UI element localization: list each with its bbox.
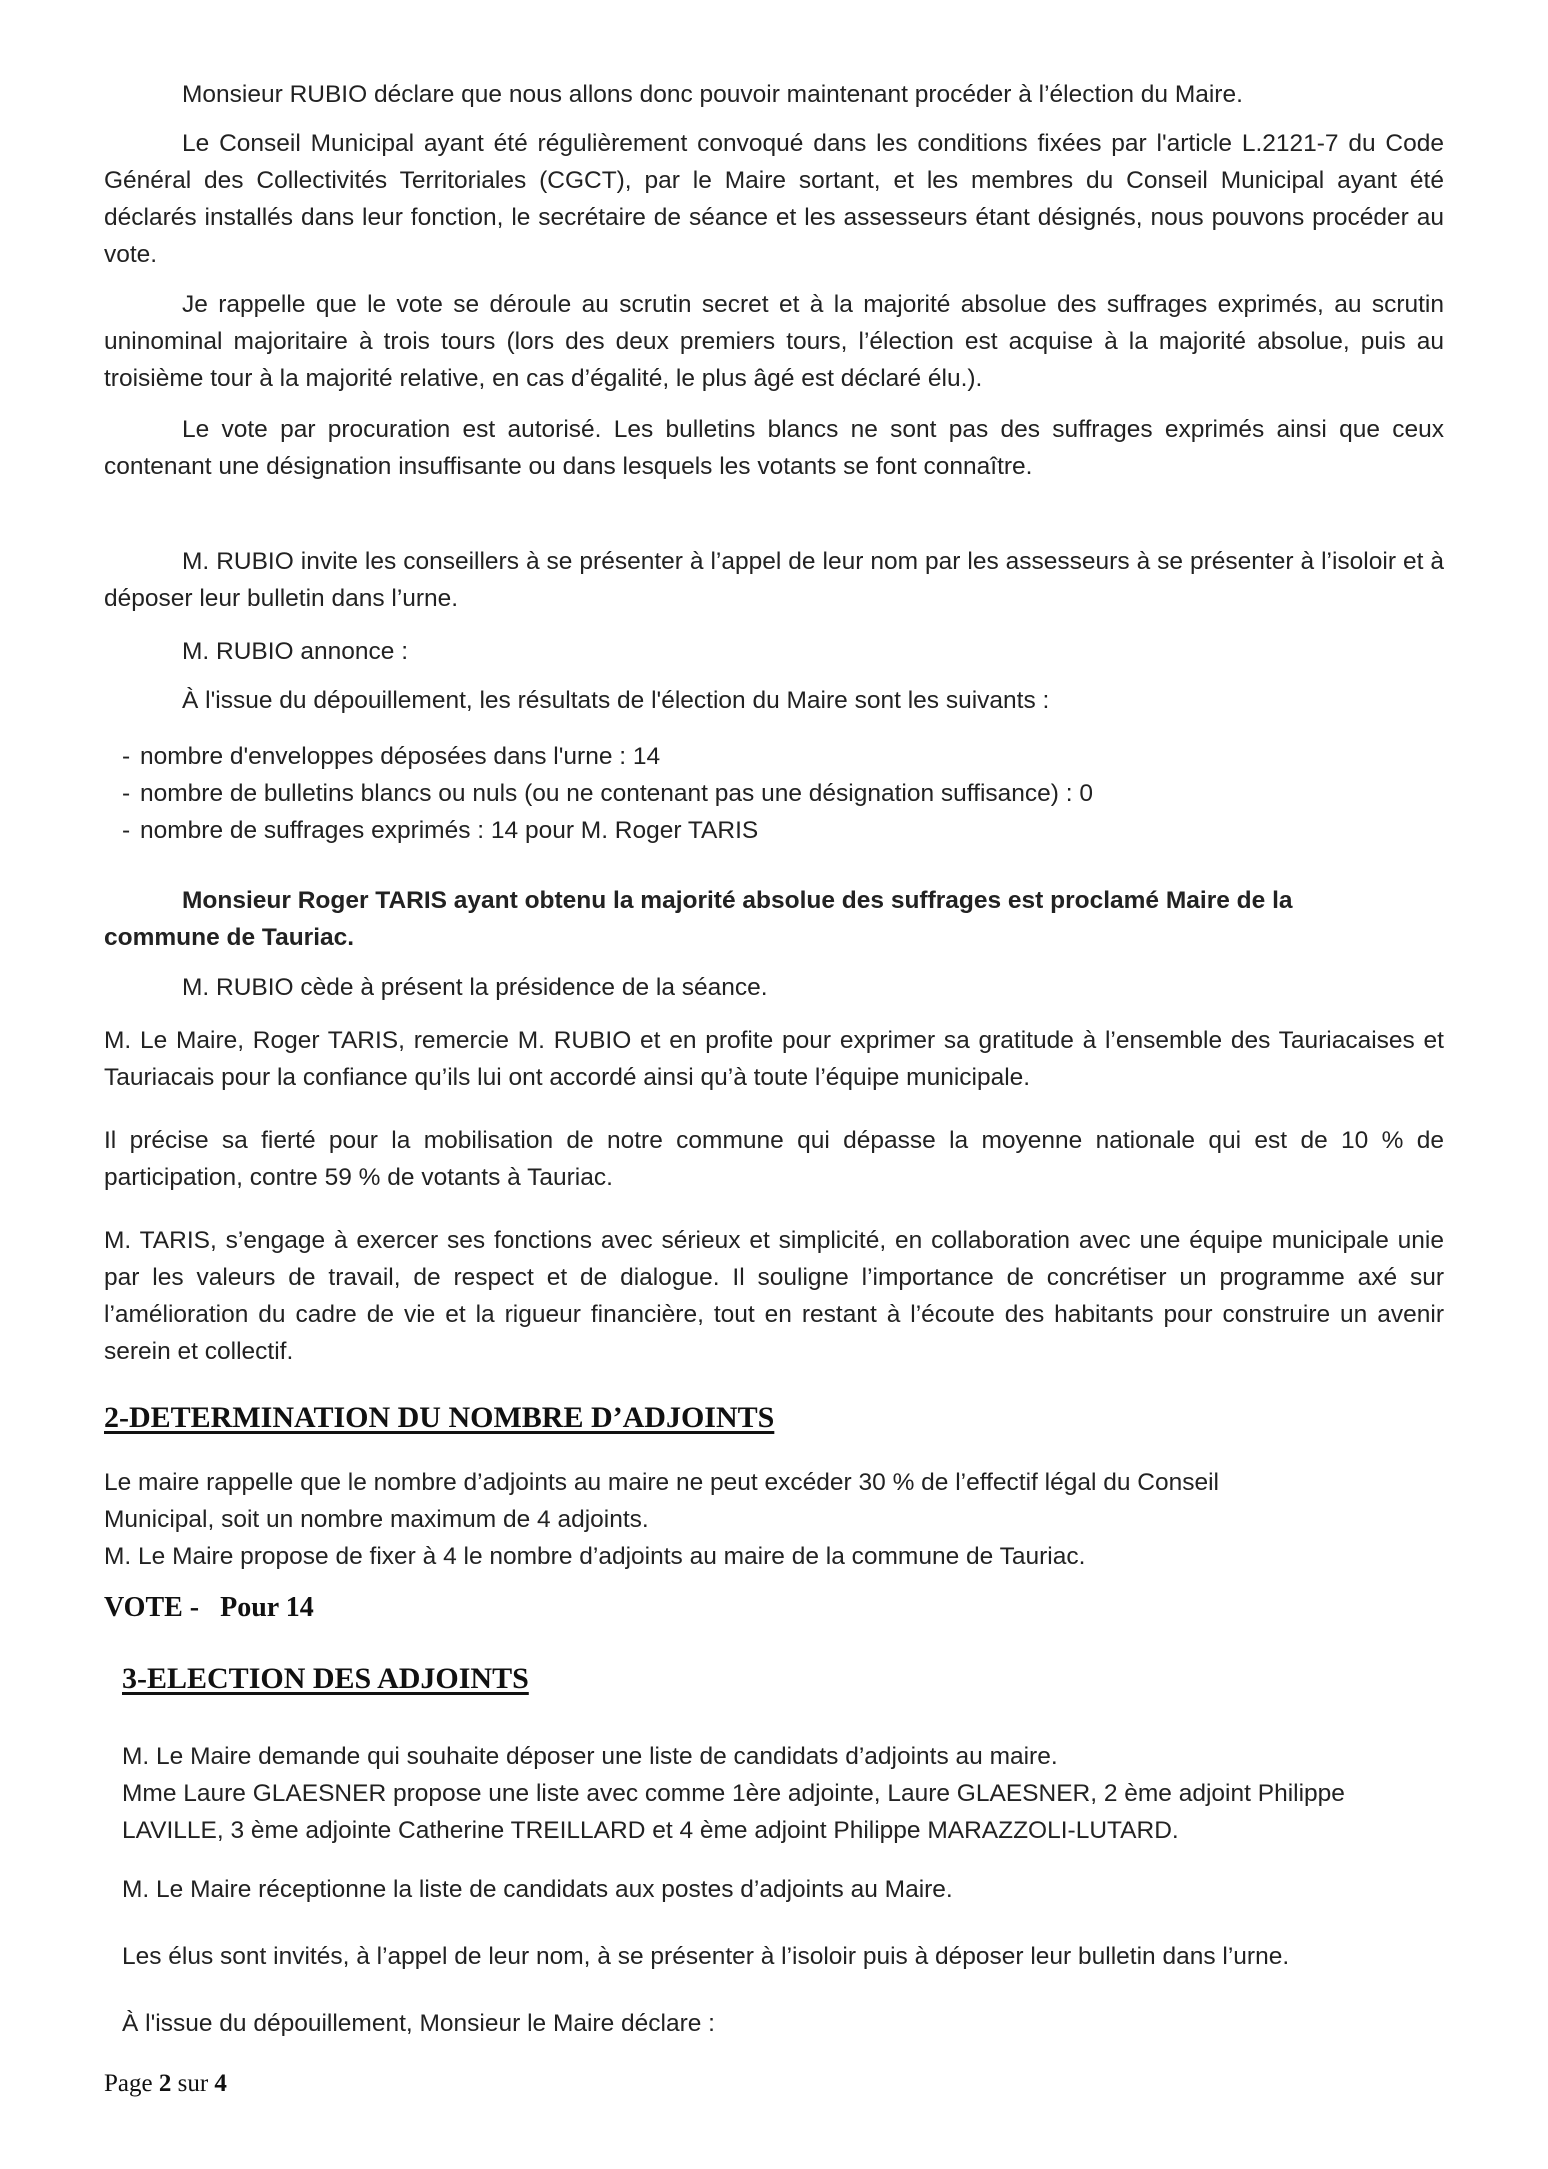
section-3-line-3: LAVILLE, 3 ème adjointe Catherine TREILLARD et 4 ème adjoint Philippe MARAZZOLI-LUTARD. bbox=[122, 1817, 1179, 1844]
dash-bullet: - bbox=[122, 780, 131, 807]
page-footer bbox=[104, 2070, 227, 2098]
proclamation-line-2: commune de Tauriac. bbox=[104, 924, 355, 951]
section-3-paragraph-1: M. Le Maire réceptionne la liste de candidats aux postes d’adjoints au Maire. bbox=[122, 1876, 953, 1903]
announcement-paragraph: M. RUBIO annonce : bbox=[182, 638, 409, 665]
presidence-paragraph: M. RUBIO cède à présent la présidence de la séance. bbox=[182, 974, 768, 1001]
section-3-line-2: Mme Laure GLAESNER propose une liste avec comme 1ère adjointe, Laure GLAESNER, 2 ème adjoint Philippe bbox=[122, 1780, 1345, 1807]
result-item-text: nombre de bulletins blancs ou nuls (ou ne contenant pas une désignation suffisance) : 0 bbox=[140, 780, 1093, 807]
intro-paragraph-4: Le vote par procuration est autorisé. Les bulletins blancs ne sont pas des suffrages exprimés ainsi que ceux contenant une désignation insuffisante ou dans lesquels les votants se font connaître. bbox=[104, 416, 1444, 480]
section-2-line-1: Le maire rappelle que le nombre d’adjoints au maire ne peut excéder 30 % de l’effectif légal du Conseil bbox=[104, 1469, 1219, 1496]
result-item bbox=[122, 738, 660, 775]
results-intro-paragraph: À l'issue du dépouillement, les résultats de l'élection du Maire sont les suivants : bbox=[182, 687, 1050, 714]
intro-paragraph-3: Je rappelle que le vote se déroule au scrutin secret et à la majorité absolue des suffrages exprimés, au scrutin uninominal majoritaire à trois tours (lors des deux premiers tours, l’élection est acquise à la majorité absolue, puis au troisième tour à la majorité relative, en cas d’égalité, le plus âgé est déclaré élu.). bbox=[104, 291, 1444, 392]
intro-paragraph-2: Le Conseil Municipal ayant été régulièrement convoqué dans les conditions fixées par l'article L.2121-7 du Code Général des Collectivités Territoriales (CGCT), par le Maire sortant, et les membres du Conseil Municipal ayant été déclarés installés dans leur fonction, le secrétaire de séance et les assesseurs étant désignés, nous pouvons procéder au vote. bbox=[104, 130, 1444, 268]
total-pages: 4 bbox=[214, 2070, 227, 2097]
result-item bbox=[122, 775, 1093, 812]
section-3-paragraph-3: À l'issue du dépouillement, Monsieur le Maire déclare : bbox=[122, 2010, 715, 2037]
result-item-text: nombre de suffrages exprimés : 14 pour M. Roger TARIS bbox=[140, 817, 759, 844]
commitment-paragraph: M. TARIS, s’engage à exercer ses fonctions avec sérieux et simplicité, en collaboration avec une équipe municipale unie par les valeurs de travail, de respect et de dialogue. Il souligne l’importance de concrétiser un programme axé sur l’amélioration du cadre de vie et la rigueur financière, tout en restant à l’écoute des habitants pour construire un avenir serein et collectif. bbox=[104, 1227, 1444, 1365]
dash-bullet: - bbox=[122, 743, 131, 770]
dash-bullet: - bbox=[122, 817, 131, 844]
section-2-text bbox=[104, 1464, 1444, 1575]
invitation-paragraph: M. RUBIO invite les conseillers à se présenter à l’appel de leur nom par les assesseurs à se présenter à l’isoloir et à déposer leur bulletin dans l’urne. bbox=[104, 548, 1444, 612]
proclamation-paragraph bbox=[104, 882, 1444, 956]
intro-paragraph-1: Monsieur RUBIO déclare que nous allons donc pouvoir maintenant procéder à l’élection du Maire. bbox=[182, 81, 1243, 108]
section-3-line-1: M. Le Maire demande qui souhaite déposer une liste de candidats d’adjoints au maire. bbox=[122, 1743, 1058, 1770]
section-2-line-3: M. Le Maire propose de fixer à 4 le nombre d’adjoints au maire de la commune de Tauriac. bbox=[104, 1543, 1086, 1570]
page-number: 2 bbox=[158, 2070, 172, 2097]
proclamation-line-1: Monsieur Roger TARIS ayant obtenu la majorité absolue des suffrages est proclamé Maire de la bbox=[182, 887, 1293, 914]
vote-result: VOTE - Pour 14 bbox=[104, 1592, 314, 1623]
page-separator: sur bbox=[177, 2070, 209, 2097]
thanks-paragraph: M. Le Maire, Roger TARIS, remercie M. RUBIO et en profite pour exprimer sa gratitude à l’ensemble des Tauriacaises et Tauriacais pour la confiance qu’ils lui ont accordé ainsi qu’à toute l’équipe municipale. bbox=[104, 1027, 1444, 1091]
page-label: Page bbox=[104, 2070, 153, 2097]
section-3-text bbox=[122, 1738, 1444, 1849]
section-3-paragraph-2: Les élus sont invités, à l’appel de leur nom, à se présenter à l’isoloir puis à déposer leur bulletin dans l’urne. bbox=[122, 1943, 1290, 1970]
participation-paragraph: Il précise sa fierté pour la mobilisation de notre commune qui dépasse la moyenne nationale qui est de 10 % de participation, contre 59 % de votants à Tauriac. bbox=[104, 1127, 1444, 1191]
section-2-line-2: Municipal, soit un nombre maximum de 4 adjoints. bbox=[104, 1506, 649, 1533]
result-item-text: nombre d'enveloppes déposées dans l'urne : 14 bbox=[140, 743, 661, 770]
section-2-heading: 2-DETERMINATION DU NOMBRE D’ADJOINTS bbox=[104, 1401, 775, 1434]
section-3-heading: 3-ELECTION DES ADJOINTS bbox=[122, 1662, 529, 1695]
result-item bbox=[122, 812, 758, 849]
